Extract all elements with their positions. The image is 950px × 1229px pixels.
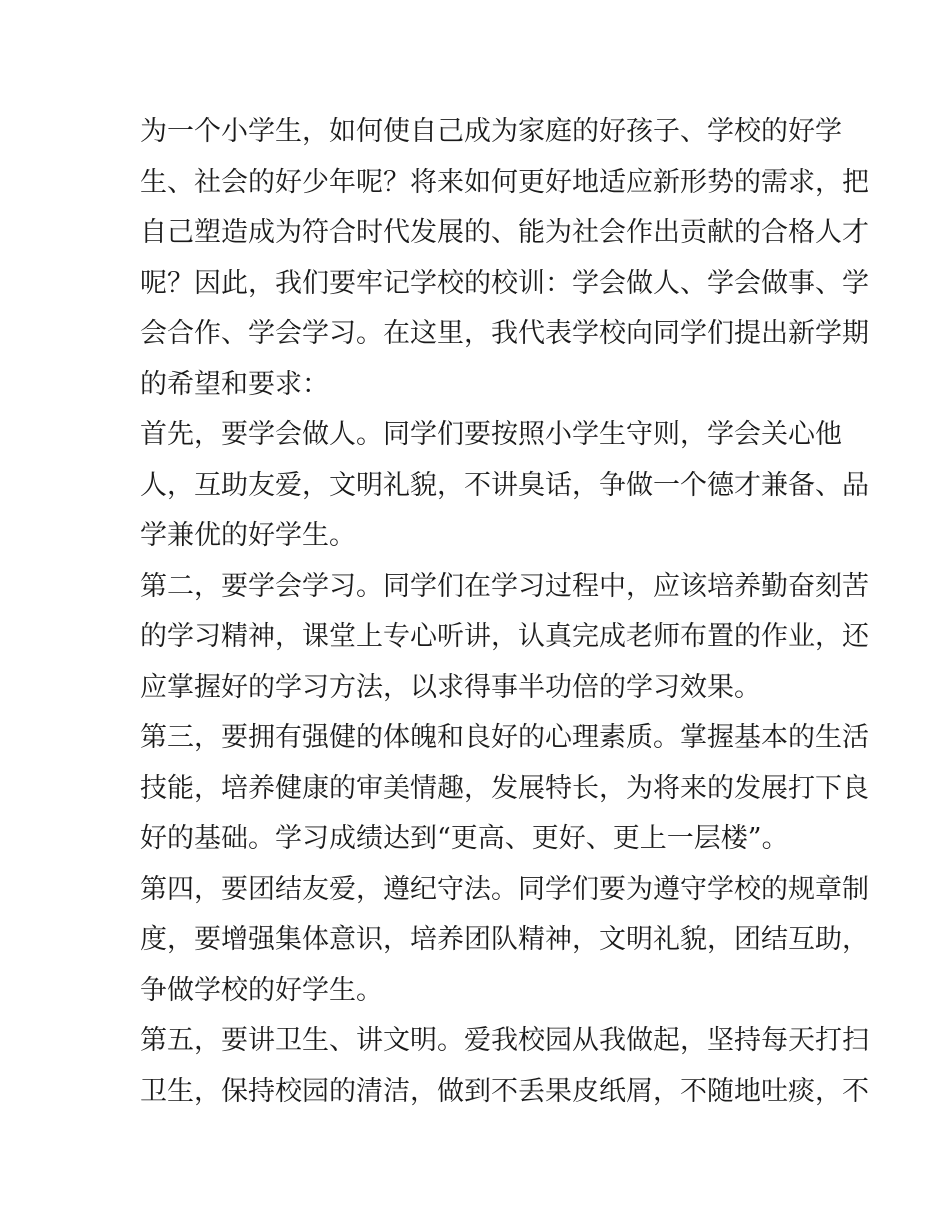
text-line: 呢？因此，我们要牢记学校的校训：学会做人、学会做事、学 [140,267,869,299]
text-line: 好的基础。学习成绩达到“更高、更好、更上一层楼”。 [140,823,789,854]
text-line: 的希望和要求： [140,368,329,400]
text-line: 第五，要讲卫生、讲文明。爱我校园从我做起，坚持每天打扫 [140,1025,869,1056]
text-line: 的学习精神，课堂上专心听讲，认真完成老师布置的作业，还 [140,621,869,652]
text-line: 第四，要团结友爱，遵纪守法。同学们要为遵守学校的规章制 [140,873,869,905]
text-line: 首先，要学会做人。同学们要按照小学生守则，学会关心他 [140,419,842,450]
text-line: 为一个小学生，如何使自己成为家庭的好孩子、学校的好学 [140,116,842,147]
text-line: 人，互助友爱，文明礼貌，不讲臭话，争做一个德才兼备、品 [140,469,869,501]
text-line: 会合作、学会学习。在这里，我代表学校向同学们提出新学期 [140,318,869,349]
text-line: 自己塑造成为符合时代发展的、能为社会作出贡献的合格人才 [140,217,869,248]
text-line: 争做学校的好学生。 [140,974,383,1006]
text-line: 卫生，保持校园的清洁，做到不丢果皮纸屑，不随地吐痰，不 [140,1075,869,1107]
body-text [140,107,869,1117]
text-line: 技能，培养健康的审美情趣，发展特长，为将来的发展打下良 [140,772,869,804]
text-line: 第三，要拥有强健的体魄和良好的心理素质。掌握基本的生活 [140,722,869,753]
text-line: 第二，要学会学习。同学们在学习过程中，应该培养勤奋刻苦 [140,570,869,602]
text-line: 度，要增强集体意识，培养团队精神，文明礼貌，团结互助， [140,924,869,955]
text-line: 生、社会的好少年呢？将来如何更好地适应新形势的需求，把 [140,166,869,198]
text-line: 应掌握好的学习方法，以求得事半功倍的学习效果。 [140,671,761,703]
text-line: 学兼优的好学生。 [140,520,356,551]
